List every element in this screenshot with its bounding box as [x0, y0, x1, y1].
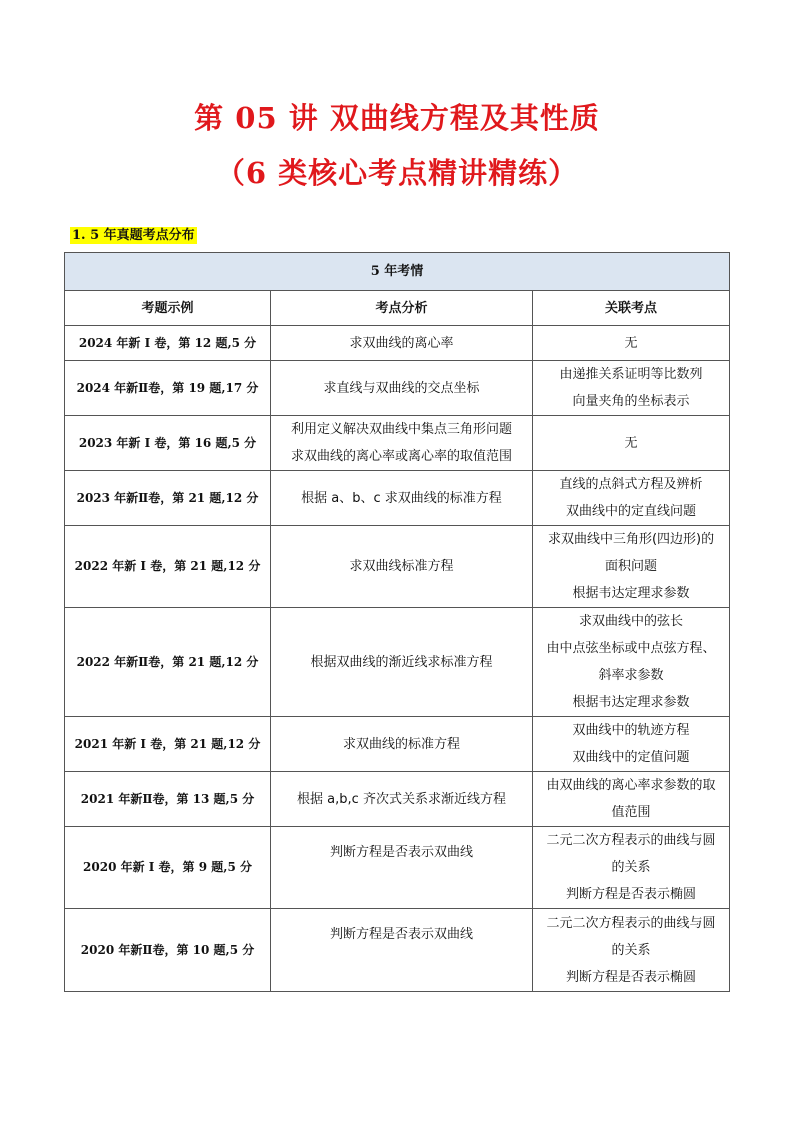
exam-cell: [65, 717, 271, 772]
table-row: [65, 361, 730, 416]
exam-text: 2023 年新Ⅱ卷，第 21 题,12 分: [76, 490, 259, 505]
related-line: 直线的点斜式方程及辨析: [559, 477, 703, 492]
table-row: [65, 909, 730, 992]
related-line: 的关系: [611, 860, 651, 875]
related-line: 求双曲线中三角形(四边形)的: [547, 532, 715, 547]
table-body: [65, 326, 730, 992]
exam-cell: [65, 326, 271, 361]
related-cell: [533, 526, 730, 608]
page-subtitle: （6 类核心考点精讲精练）: [215, 156, 579, 190]
related-line: 判断方程是否表示椭圆: [566, 969, 697, 985]
exam-text: 2024 年新Ⅱ卷，第 19 题,17 分: [76, 380, 259, 395]
exam-text: 2024 年新 I 卷，第 12 题,5 分: [78, 335, 257, 350]
analysis-line: 求双曲线的标准方程: [342, 736, 460, 752]
analysis-cell: [271, 416, 533, 471]
analysis-line: 根据 a、b、c 求双曲线的标准方程: [301, 490, 502, 506]
column-header-analysis: 考点分析: [271, 291, 533, 326]
table-row: [65, 608, 730, 717]
related-line: 值范围: [611, 805, 651, 820]
exam-cell: [65, 909, 271, 992]
analysis-cell: [271, 608, 533, 717]
related-line: 由递推关系证明等比数列: [559, 367, 703, 382]
exam-text: 2021 年新 I 卷，第 21 题,12 分: [74, 736, 261, 751]
related-cell: [533, 717, 730, 772]
analysis-line: 判断方程是否表示双曲线: [329, 845, 473, 860]
exam-cell: [65, 608, 271, 717]
column-header-exam: 考题示例: [65, 291, 271, 326]
analysis-cell: [271, 526, 533, 608]
related-line: 由中点弦坐标或中点弦方程、: [546, 641, 716, 656]
analysis-cell: [271, 361, 533, 416]
analysis-cell: [271, 909, 533, 992]
related-line: 根据韦达定理求参数: [572, 695, 690, 710]
column-header-related: 关联考点: [533, 291, 730, 326]
analysis-line: 求直线与双曲线的交点坐标: [323, 380, 480, 396]
related-line: 由双曲线的离心率求参数的取: [546, 778, 716, 793]
analysis-cell: [271, 326, 533, 361]
section-heading: 1. 5 年真题考点分布: [72, 228, 195, 243]
exam-text: 2020 年新Ⅱ卷，第 10 题,5 分: [80, 942, 255, 957]
analysis-line: 根据 a,b,c 齐次式关系求渐近线方程: [297, 791, 506, 807]
related-cell: [533, 471, 730, 526]
related-cell: [533, 772, 730, 827]
exam-text: 2020 年新 I 卷，第 9 题,5 分: [83, 860, 252, 874]
analysis-line: 求双曲线的离心率: [349, 335, 454, 351]
related-cell: [533, 608, 730, 717]
analysis-line: 利用定义解决双曲线中集点三角形问题: [290, 422, 512, 437]
analysis-line: 求双曲线标准方程: [349, 559, 454, 574]
related-cell: [533, 909, 730, 992]
analysis-cell: [271, 471, 533, 526]
related-line: 根据韦达定理求参数: [572, 586, 690, 601]
exam-distribution-table: [64, 252, 730, 992]
related-line: 双曲线中的定值问题: [572, 750, 690, 765]
related-line: 双曲线中的轨迹方程: [572, 723, 690, 738]
page-title: 第 05 讲 双曲线方程及其性质: [194, 101, 600, 135]
related-line: 判断方程是否表示椭圆: [566, 887, 697, 902]
related-line: 无: [624, 335, 638, 351]
related-line: 无: [624, 435, 638, 451]
table-banner: 5 年考情: [65, 253, 730, 291]
related-cell: [533, 361, 730, 416]
exam-cell: [65, 361, 271, 416]
analysis-line: 判断方程是否表示双曲线: [329, 927, 473, 942]
analysis-line: 根据双曲线的渐近线求标准方程: [310, 654, 493, 670]
exam-text: 2022 年新Ⅱ卷，第 21 题,12 分: [76, 654, 259, 669]
table-row: [65, 416, 730, 471]
related-line: 求双曲线中的弦长: [579, 614, 684, 629]
exam-cell: [65, 416, 271, 471]
related-line: 二元二次方程表示的曲线与圆: [546, 833, 716, 848]
related-line: 的关系: [611, 942, 651, 958]
exam-cell: [65, 827, 271, 909]
related-line: 双曲线中的定直线问题: [566, 504, 697, 519]
analysis-cell: [271, 827, 533, 909]
analysis-cell: [271, 772, 533, 827]
analysis-line: 求双曲线的离心率或离心率的取值范围: [290, 449, 512, 464]
exam-text: 2023 年新 I 卷，第 16 题,5 分: [78, 435, 257, 450]
related-cell: [533, 326, 730, 361]
related-line: 斜率求参数: [598, 668, 664, 683]
analysis-cell: [271, 717, 533, 772]
exam-cell: [65, 471, 271, 526]
related-cell: [533, 416, 730, 471]
related-line: 面积问题: [605, 559, 658, 574]
exam-cell: [65, 772, 271, 827]
exam-text: 2021 年新Ⅱ卷，第 13 题,5 分: [80, 791, 255, 806]
related-cell: [533, 827, 730, 909]
table-row: [65, 326, 730, 361]
table-row: [65, 827, 730, 909]
table-row: [65, 471, 730, 526]
related-line: 二元二次方程表示的曲线与圆: [546, 915, 716, 931]
related-line: 向量夹角的坐标表示: [572, 394, 690, 409]
table-row: [65, 526, 730, 608]
exam-text: 2022 年新 I 卷，第 21 题,12 分: [74, 559, 261, 573]
table-row: [65, 772, 730, 827]
exam-cell: [65, 526, 271, 608]
table-row: [65, 717, 730, 772]
